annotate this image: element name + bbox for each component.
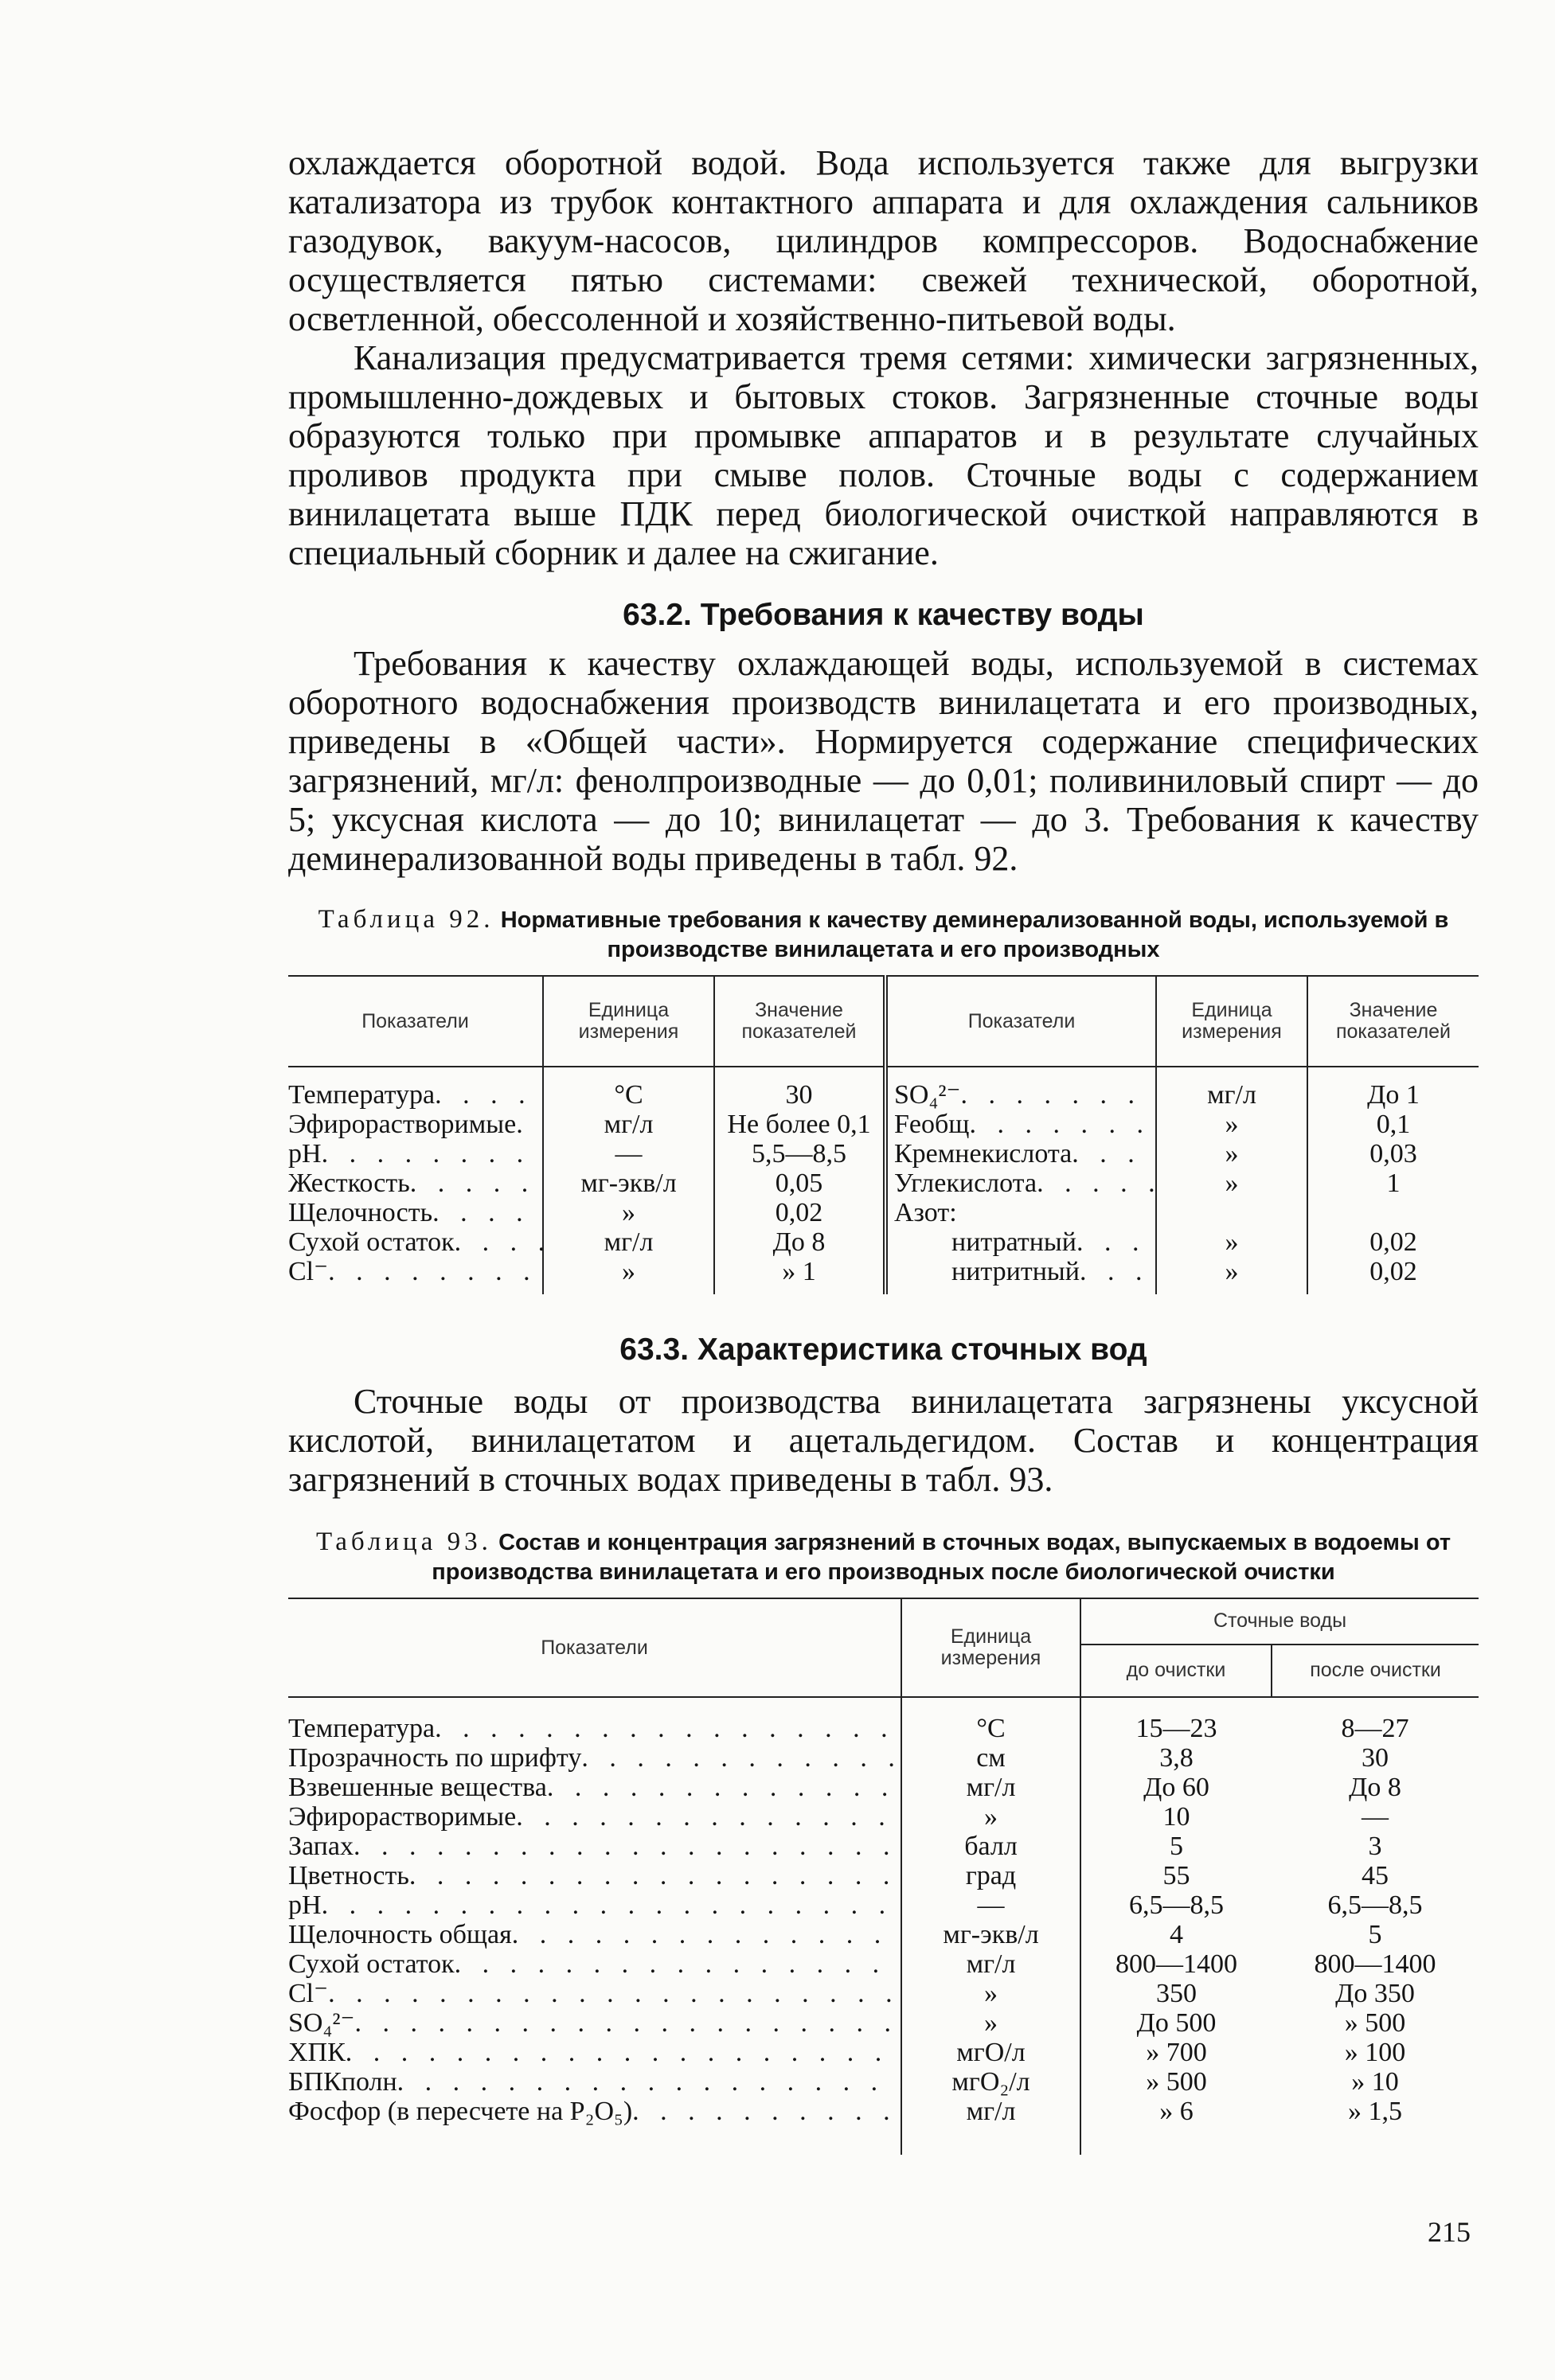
param-name-text: Температура [288,1080,436,1110]
section-heading-63-3: 63.3. Характеристика сточных вод [619,1332,1147,1367]
param-name-wrap [288,1227,542,1257]
param-name-text: Цветность [288,1861,409,1890]
param-name-wrap [288,1802,901,1832]
before-value: 5 [1080,1832,1272,1861]
param-name-wrap [288,2097,901,2126]
t93-header-param: Показатели [288,1598,901,1697]
table-92-title: Нормативные требования к качеству деминерализованной воды, используемой в производстве винилацетата и его производных [500,907,1449,962]
param-name [288,1743,901,1773]
param-name-wrap [288,1861,901,1890]
table-row [288,1890,1479,1920]
unit-value: мгО/л [901,2038,1080,2067]
param-name [288,2097,901,2155]
before-value: До 60 [1080,1773,1272,1802]
dot-leader [435,1714,901,1743]
table-row [288,1979,1479,2008]
unit-value: » [1156,1139,1307,1169]
before-value: 4 [1080,1920,1272,1949]
unit-value: мгО₂/л [901,2067,1080,2097]
table-row [288,1920,1479,1949]
param-name-text: Эфирорастворимые [288,1110,517,1139]
table-row [288,1198,1479,1227]
value: До 1 [1307,1067,1479,1110]
table-row [288,2008,1479,2038]
t92-header-value-2: Значение показателей [1307,976,1479,1067]
value: 0,02 [1307,1257,1479,1294]
param-name-text: БПКполн [288,2067,397,2097]
table-row [288,1697,1479,1743]
after-value: До 8 [1349,1773,1401,1802]
param-name-text: Щелочность [288,1198,433,1227]
param-name [288,1227,543,1257]
dot-leader [516,1110,542,1139]
unit-value: мг/л [543,1227,714,1257]
param-name-text: Фосфор (в пересчете на P₂O₅) [288,2097,633,2126]
table-row [288,1257,1479,1294]
unit-value: мг/л [1156,1067,1307,1110]
unit-value: — [543,1139,714,1169]
unit-value: » [1156,1110,1307,1139]
value [1307,1198,1479,1227]
param-name [288,1949,901,1979]
param-name [288,1920,901,1949]
param-name-wrap [288,1139,542,1169]
value: Не более 0,1 [714,1110,885,1139]
dot-leader [354,2008,901,2038]
dot-leader [354,1832,901,1861]
param-name [288,1802,901,1832]
param-name-text: pH [288,1890,322,1920]
param-name-wrap [288,2008,901,2038]
unit-value: °C [901,1697,1080,1743]
after-value: 3 [1368,1832,1382,1861]
before-value: 350 [1080,1979,1272,2008]
param-name-wrap [288,1110,542,1139]
unit-value: » [901,2008,1080,2038]
unit-value: балл [901,1832,1080,1861]
unit-value: » [1156,1227,1307,1257]
unit-value: град [901,1861,1080,1890]
after-value: 5 [1368,1920,1382,1949]
after-value: » 1,5 [1348,2097,1402,2126]
unit-value [1156,1198,1307,1227]
t92-header-value: Значение показателей [714,976,885,1067]
param-name-text: SO₄²⁻ [288,2008,355,2038]
dot-leader [512,1920,901,1949]
table-row [288,2097,1479,2155]
param-name-wrap [288,1832,901,1861]
before-value: До 500 [1080,2008,1272,2038]
dot-leader [960,1080,1155,1110]
t93-header-after: после очистки [1272,1645,1479,1697]
t92-header-unit-2: Единица измерения [1156,976,1307,1067]
t92-header-param: Показатели [361,1009,469,1032]
dot-leader [322,1890,901,1920]
param-name-text: Кремнекислота [894,1139,1072,1169]
before-value: 10 [1080,1802,1272,1832]
table-row [288,1743,1479,1773]
param-name-text: Cl⁻ [288,1257,329,1286]
param-name-wrap [288,1257,542,1286]
param-name-wrap [894,1169,1155,1198]
dot-leader [328,1979,901,2008]
param-name [885,1139,1156,1169]
dot-leader [581,1743,901,1773]
dot-leader [516,1802,901,1832]
unit-value: » [1156,1169,1307,1198]
param-name [288,1890,901,1920]
param-name-text: Жесткость [288,1169,410,1198]
before-value: 6,5—8,5 [1080,1890,1272,1920]
dot-leader [455,1949,901,1979]
after-value: 6,5—8,5 [1327,1890,1423,1920]
param-name [288,2038,901,2067]
t93-header-unit: Единица измерения [901,1598,1080,1697]
param-name-text: ХПК [288,2038,346,2067]
param-name-wrap [288,1920,901,1949]
value: 0,02 [714,1198,885,1227]
param-name [885,1067,1156,1110]
param-name [885,1169,1156,1198]
table-row [288,1802,1479,1832]
after-value: 800—1400 [1314,1949,1436,1979]
table-row [288,1773,1479,1802]
after-value: 8—27 [1341,1714,1409,1743]
before-value: 800—1400 [1080,1949,1272,1979]
unit-value: » [543,1257,714,1294]
table-93-label: Таблица 93. [315,1527,492,1556]
unit-value: мг/л [901,2097,1080,2155]
before-value: 15—23 [1080,1697,1272,1743]
unit-value: — [901,1890,1080,1920]
unit-value: » [543,1198,714,1227]
dot-leader [547,1773,901,1802]
param-name [288,1979,901,2008]
t92-header-unit: Единица измерения [543,976,714,1067]
table-93-title: Состав и концентрация загрязнений в сточных водах, выпускаемых в водоемы от производства винилацетата и его производных после биологической очистки [432,1530,1451,1585]
value: 0,02 [1307,1227,1479,1257]
param-name-text: Прозрачность по шрифту [288,1743,582,1773]
dot-leader [455,1227,542,1257]
param-name-text: Эфирорастворимые [288,1802,517,1832]
after-value: » 500 [1344,2008,1406,2038]
page-number: 215 [1428,2216,1471,2248]
table-93 [288,1598,1479,2155]
unit-value: » [901,1979,1080,2008]
param-name-wrap [288,1198,542,1227]
param-name [288,1257,543,1294]
param-name-text: Запах [288,1832,354,1861]
param-name [288,1169,543,1198]
unit-value: » [1156,1257,1307,1294]
table-92-label: Таблица 92. [318,905,494,934]
param-name-wrap [288,1743,901,1773]
param-name-text: Feобщ [894,1110,970,1139]
param-name-wrap [951,1227,1155,1257]
param-name-wrap [288,2038,901,2067]
param-name-text: нитритный [951,1257,1080,1286]
param-name [885,1257,1156,1294]
after-value: » 100 [1344,2038,1406,2067]
param-name [288,1773,901,1802]
before-value: » 6 [1080,2097,1272,2155]
param-name [885,1227,1156,1257]
dot-leader [432,1198,542,1227]
table-row [288,1139,1479,1169]
t93-header-group: Сточные воды [1080,1598,1479,1645]
unit-value: см [901,1743,1080,1773]
param-name [288,2008,901,2038]
param-name [288,1832,901,1861]
param-name-wrap [288,1949,901,1979]
param-name-text: pH [288,1139,322,1169]
param-name [885,1110,1156,1139]
table-row [288,1949,1479,1979]
table-92 [288,975,1479,1294]
value: 1 [1307,1169,1479,1198]
param-name-wrap [894,1139,1155,1169]
param-name [288,1198,543,1227]
value: 5,5—8,5 [714,1139,885,1169]
t93-body [288,1697,1479,2155]
table-row [288,2067,1479,2097]
param-name-wrap [288,1080,542,1110]
intro-paragraph: охлаждается оборотной водой. Вода используется также для выгрузки катализатора из трубок контактного аппарата и для охлаждения сальников газодувок, вакуум-насосов, цилиндров компрессоров. Водоснабжение осуществляется пятью системами: свежей технической, оборотной, осветленной, обессоленной и хозяйственно-питьевой воды. [288,143,1479,338]
param-name-text: Cl⁻ [288,1979,329,2008]
t93-header-before: до очистки [1080,1645,1272,1697]
unit-value: мг/л [901,1773,1080,1802]
param-name [288,2067,901,2097]
unit-value: мг/л [901,1949,1080,1979]
param-name-wrap [288,1979,901,2008]
param-name [288,1110,543,1139]
dot-leader [322,1139,542,1169]
param-name-text: Углекислота [894,1169,1037,1198]
sewer-paragraph: Канализация предусматривается тремя сетями: химически загрязненных, промышленно-дождевых и бытовых стоков. Загрязненные сточные воды образуются только при промывке аппаратов и в результате случайных проливов продукта при смыве полов. Сточные воды с содержанием винилацетата выше ПДК перед биологической очисткой направляются в специальный сборник и далее на сжигание. [288,338,1479,572]
table-row [288,1861,1479,1890]
value: 0,05 [714,1169,885,1198]
before-value: 3,8 [1080,1743,1272,1773]
dot-leader [328,1257,542,1286]
table-row [288,1169,1479,1198]
value: 0,03 [1307,1139,1479,1169]
page-body [288,143,1479,2155]
param-name-wrap [951,1257,1155,1286]
dot-leader [435,1080,542,1110]
section-heading-63-2: 63.2. Требования к качеству воды [623,598,1144,632]
t92-header-param-2: Показатели [885,976,1156,1067]
param-name-text: Температура [288,1714,436,1743]
param-name-text: Взвешенные вещества [288,1773,547,1802]
dot-leader [410,1169,542,1198]
dot-leader [1076,1227,1155,1257]
param-name-wrap [894,1110,1155,1139]
unit-value: мг-экв/л [901,1920,1080,1949]
param-name-text: нитратный [951,1227,1076,1257]
param-name-text: SO₄²⁻ [894,1080,961,1110]
dot-leader [346,2038,901,2067]
before-value: » 500 [1080,2067,1272,2097]
param-name-text: Щелочность общая [288,1920,512,1949]
wastewater-paragraph: Сточные воды от производства винилацетата загрязнены уксусной кислотой, винилацетатом и ацетальдегидом. Состав и концентрация загрязнений в сточных водах приведены в табл. 93. [288,1382,1479,1499]
after-value: — [1362,1802,1389,1832]
after-value: 30 [1362,1743,1389,1773]
table-93-caption [288,1527,1479,1586]
requirements-paragraph: Требования к качеству охлаждающей воды, используемой в системах оборотного водоснабжения производств винилацетата и его производных, приведены в «Общей части». Нормируется содержание специфических загрязнений, мг/л: фенолпроизводные — до 0,01; поливиниловый спирт — до 5; уксусная кислота — до 10; винилацетат — до 3. Требования к качеству деминерализованной воды приведены в табл. 92. [288,644,1479,878]
param-name [288,1861,901,1890]
dot-leader [969,1110,1155,1139]
param-name-wrap [894,1080,1155,1110]
table-92-caption [288,905,1479,964]
unit-value: °C [543,1067,714,1110]
value: 0,1 [1307,1110,1479,1139]
dot-leader [1072,1139,1155,1169]
param-name-wrap [288,1714,901,1743]
value: » 1 [714,1257,885,1294]
param-name-wrap [288,1773,901,1802]
param-name [288,1067,543,1110]
table-row [288,1227,1479,1257]
before-value: » 700 [1080,2038,1272,2067]
value: До 8 [714,1227,885,1257]
table-row [288,1110,1479,1139]
dot-leader [397,2067,901,2097]
after-value: » 10 [1351,2067,1399,2097]
param-name-wrap [288,1169,542,1198]
dot-leader [632,2097,901,2126]
before-value: 55 [1080,1861,1272,1890]
value: 30 [714,1067,885,1110]
table-row [288,1832,1479,1861]
dot-leader [409,1861,901,1890]
table-row [288,2038,1479,2067]
after-value: 45 [1362,1861,1389,1890]
table-row [288,1067,1479,1110]
param-name-wrap [288,2067,901,2097]
dot-leader [1080,1257,1155,1286]
after-value: До 350 [1335,1979,1415,2008]
param-name-text: Сухой остаток [288,1227,455,1257]
unit-value: мг-экв/л [543,1169,714,1198]
unit-value: » [901,1802,1080,1832]
param-name [288,1697,901,1743]
param-name-text: Сухой остаток [288,1949,455,1979]
unit-value: мг/л [543,1110,714,1139]
t92-body [288,1067,1479,1294]
param-name [288,1139,543,1169]
param-name-wrap [288,1890,901,1920]
param-name: Азот: [885,1198,1156,1227]
dot-leader [1037,1169,1155,1198]
